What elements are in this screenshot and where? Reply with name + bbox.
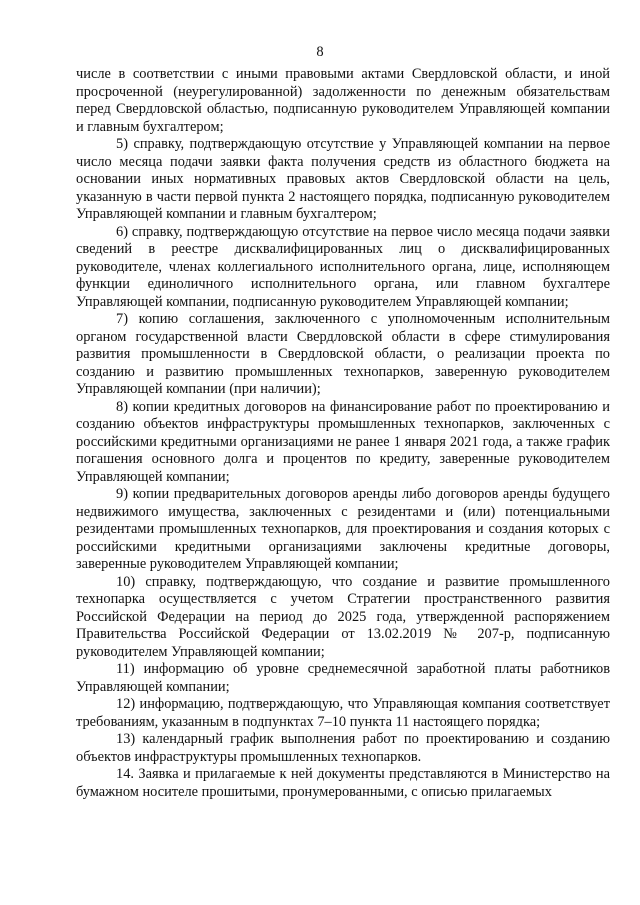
paragraph-item-11: 11) информацию об уровне среднемесячной заработной платы работников Управляющей компании; (76, 661, 610, 695)
paragraph-item-13: 13) календарный график выполнения работ по проектированию и созданию объектов инфраструктуры промышленных технопарков. (76, 731, 610, 765)
paragraph-item-7: 7) копию соглашения, заключенного с уполномоченным исполнительным органом государственной власти Свердловской области в сфере стимулирования развития промышленности в Свердловской области, о реализации проекта по созданию и развитию промышленных технопарков, заверенную руководителем Управляющей компании (при наличии); (76, 311, 610, 397)
paragraph-item-12: 12) информацию, подтверждающую, что Управляющая компания соответствует требованиям, указанным в подпунктах 7–10 пункта 11 настоящего порядка; (76, 696, 610, 730)
page-number: 8 (316, 44, 324, 60)
document-body (76, 66, 610, 801)
paragraph-item-9: 9) копии предварительных договоров аренды либо договоров аренды будущего недвижимого имущества, заключенных с резидентами и (или) потенциальными резидентами промышленных технопарков, для проектирования и создания которых с российскими кредитными организациями заключены кредитные договоры, заверенные руководителем Управляющей компании; (76, 486, 610, 572)
paragraph-item-10: 10) справку, подтверждающую, что создание и развитие промышленного технопарка осуществляется с учетом Стратегии пространственного развития Российской Федерации на период до 2025 года, утвержденной распоряжением Правительства Российской Федерации от 13.02.2019 № 207-р, подписанную руководителем Управляющей компании; (76, 573, 610, 660)
paragraph-item-5: 5) справку, подтверждающую отсутствие у Управляющей компании на первое число месяца подачи заявки факта получения средств из областного бюджета на основании иных нормативных правовых актов Свердловской области на цель, указанную в части первой пункта 2 настоящего порядка, подписанную руководителем Управляющей компании и главным бухгалтером; (76, 136, 610, 222)
paragraph-item-6: 6) справку, подтверждающую отсутствие на первое число месяца подачи заявки сведений в реестре дисквалифицированных лиц о дисквалифицированных руководителе, членах коллегиального исполнительного органа, лице, исполняющем функции единоличного исполнительного органа, или главном бухгалтере Управляющей компании, подписанную руководителем Управляющей компании; (76, 223, 610, 310)
paragraph-section-14: 14. Заявка и прилагаемые к ней документы представляются в Министерство на бумажном носителе прошитыми, пронумерованными, с описью прилагаемых (76, 766, 610, 800)
paragraph-continuation: числе в соответствии с иными правовыми актами Свердловской области, и иной просроченной (неурегулированной) задолженности по денежным обязательствам перед Свердловской областью, подписанную руководителем Управляющей компании и главным бухгалтером; (76, 66, 610, 135)
paragraph-item-8: 8) копии кредитных договоров на финансирование работ по проектированию и созданию объектов инфраструктуры промышленных технопарков, заключенных с российскими кредитными организациями не ранее 1 января 2021 года, а также график погашения основного долга и процентов по кредиту, заверенные руководителем Управляющей компании; (76, 398, 610, 485)
